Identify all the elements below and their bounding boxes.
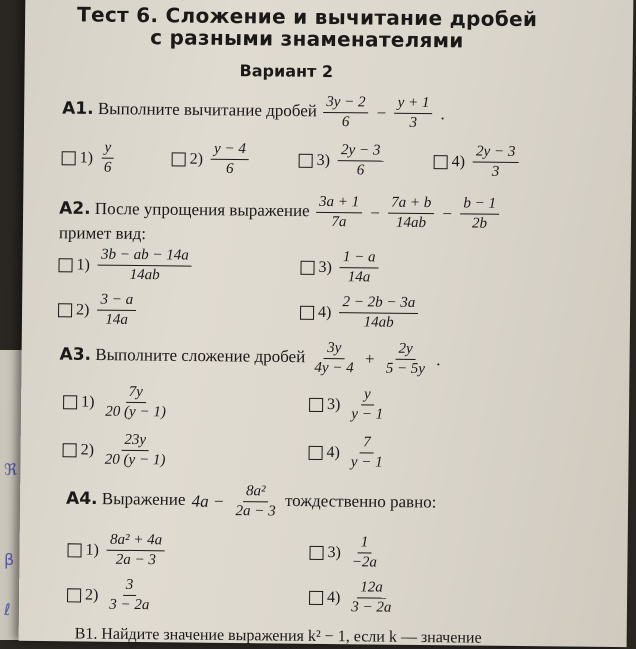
answer-checkbox[interactable] <box>309 445 323 459</box>
answer-option-a4-3[interactable]: 3) $\frac{1}{-2a}$ <box>309 534 382 572</box>
handwriting-mark: ℓ <box>4 600 11 619</box>
handwriting-mark: β <box>4 550 15 569</box>
answer-option-a3-4[interactable]: 4) $\frac{7}{y - 1}$ <box>308 434 387 472</box>
answer-option-a3-3[interactable]: 3) $\frac{y}{y - 1}$ <box>309 386 388 424</box>
question-a2: А2. После упрощения выражение $\frac{3a + 1}{7a}$ − $\frac{7a + b}{14ab}$ − $\frac{b - 1}{2b}$ <box>59 191 501 233</box>
fraction: $\frac{7a + b}{14ab}$ <box>388 195 435 232</box>
fraction: $\frac{b - 1}{2b}$ <box>460 195 499 232</box>
answer-option-a4-2[interactable]: 2) $\frac{3}{3 - 2a}$ <box>67 576 155 614</box>
question-text: тождественно равно: <box>284 490 437 512</box>
answer-checkbox[interactable] <box>309 397 323 411</box>
title-line-2: с разными знаменателями <box>150 25 464 53</box>
answer-option-a2-3[interactable]: 3) $\frac{1 - a}{14a}$ <box>300 249 380 287</box>
handwriting-mark: ℜ <box>4 460 18 479</box>
answer-checkbox[interactable] <box>67 588 81 602</box>
fraction: $\frac{3y}{4y - 4}$ <box>314 340 354 377</box>
question-a4: А4. Выражение 4a − $\frac{\text{8a²}}{2a - 3}$ тождественно равно: <box>65 483 437 520</box>
question-label: А1. <box>62 98 94 119</box>
answer-checkbox[interactable] <box>67 543 81 557</box>
answer-checkbox[interactable] <box>58 258 72 272</box>
variant-heading: Вариант 2 <box>239 61 334 82</box>
answer-checkbox[interactable] <box>62 151 76 165</box>
answer-checkbox[interactable] <box>300 260 314 274</box>
answer-option-a2-2[interactable]: 2) $\frac{3 - a}{14a}$ <box>58 291 138 329</box>
answer-option-a3-2[interactable]: 2) $\frac{23y}{20 (y - 1)}$ <box>62 431 170 469</box>
question-a2-continuation: примет вид: <box>58 223 147 244</box>
question-b1-partial: В1. Найдите значение выражения k² − 1, если k — значение <box>74 625 482 647</box>
answer-option-a2-4[interactable]: 4) $\frac{2 - 2b - 3a}{14ab}$ <box>300 294 420 332</box>
answer-checkbox[interactable] <box>300 305 314 319</box>
worksheet-page <box>19 0 634 647</box>
answer-option-a4-1[interactable]: 1) $\frac{\text{8a² + 4a}}{2a - 3}$ <box>67 531 167 569</box>
question-text: Выражение <box>101 489 186 509</box>
answer-checkbox[interactable] <box>309 545 323 559</box>
answer-checkbox[interactable] <box>299 153 313 167</box>
answer-option-a1-3[interactable]: 3) $\frac{2y - 3}{6}$ <box>298 142 385 180</box>
answer-checkbox[interactable] <box>58 303 72 317</box>
fraction: $\frac{\text{8a²}}{2a - 3}$ <box>235 483 276 520</box>
answer-option-a1-4[interactable]: 4) $\frac{2y - 3}{3}$ <box>433 143 520 181</box>
fraction: $\frac{3y - 2}{6}$ <box>323 94 369 131</box>
fraction: $\frac{y + 1}{3}$ <box>394 95 432 132</box>
title-line-1: Тест 6. Сложение и вычитание дробей <box>76 2 538 32</box>
question-label: А3. <box>59 344 92 365</box>
answer-checkbox[interactable] <box>63 443 77 457</box>
answer-option-a2-1[interactable]: 1) $\frac{3b - ab - 14a}{14ab}$ <box>58 246 193 284</box>
fraction: $\frac{2y}{5 - 5y}$ <box>385 340 426 378</box>
answer-checkbox[interactable] <box>434 155 448 169</box>
question-text: Выполните вычитание дробей <box>97 99 318 121</box>
question-text: Выполните сложение дробей <box>95 344 306 367</box>
page-title <box>3 3 611 53</box>
question-text: После упрощения выражение <box>94 198 310 221</box>
answer-checkbox[interactable] <box>309 590 323 604</box>
fraction: $\frac{3a + 1}{7a}$ <box>316 194 363 231</box>
question-a3: А3. Выполните сложение дробей $\frac{3y}{4y - 4}$ + $\frac{2y}{5 - 5y}$ . <box>59 340 441 378</box>
answer-option-a4-4[interactable]: 4) $\frac{12a}{3 - 2a}$ <box>309 579 397 617</box>
question-label: А2. <box>59 198 91 219</box>
answer-option-a1-2[interactable]: 2) $\frac{y - 4}{6}$ <box>171 140 250 178</box>
answer-checkbox[interactable] <box>63 395 77 409</box>
question-label: А4. <box>65 488 98 510</box>
answer-option-a1-1[interactable]: 1) $\frac{y}{6}$ <box>61 139 116 177</box>
question-a1: А1. Выполните вычитание дробей $\frac{3y - 2}{6}$ − $\frac{y + 1}{3}$ . <box>62 93 445 131</box>
answer-option-a3-1[interactable]: 1) $\frac{7y}{20 (y - 1)}$ <box>63 383 171 421</box>
answer-checkbox[interactable] <box>172 152 186 166</box>
